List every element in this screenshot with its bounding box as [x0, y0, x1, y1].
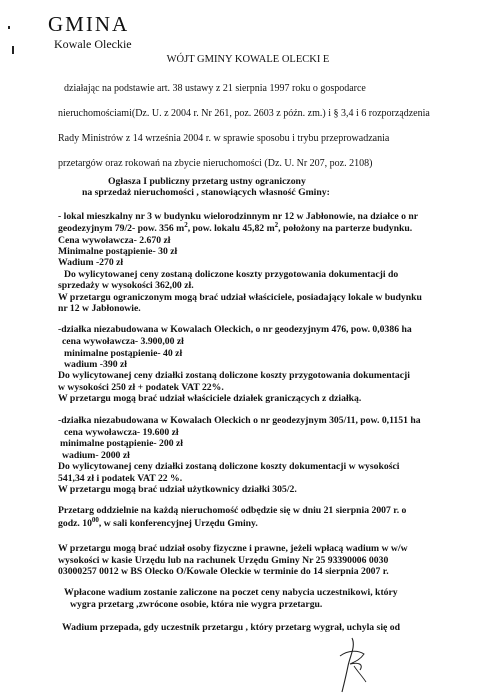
payment-line: 03000257 0012 w BS Olecko O/Kowale Oleckie w terminie do 14 sierpnia 2007 r. — [58, 566, 389, 577]
item2-line: -działka niezabudowana w Kowalach Oleckich, o nr geodezyjnym 476, pow. 0,0386 ha — [58, 324, 412, 335]
header-gmina: GMINA — [48, 12, 130, 36]
item3-line: minimalne postąpienie- 200 zł — [60, 438, 183, 449]
item1-area-line: geodezyjnym 79/2- pow. 356 $m^2$, pow. lokalu 45,82 $m^2$, położony na parterze budynku. — [58, 220, 413, 234]
margin-mark — [8, 26, 10, 29]
item1-line: nr 12 w Jabłonowie. — [58, 303, 141, 314]
item1-line: sprzedaży w wysokości 362,00 zł. — [58, 280, 194, 291]
payment-line: wysokości w kasie Urzędu lub na rachunek Urzędu Gminy Nr 25 93390006 0030 — [58, 555, 389, 566]
item2-line: w wysokości 250 zł + podatek VAT 22%. — [58, 382, 224, 393]
forfeit-line: Wadium przepada, gdy uczestnik przetargu , który przetarg wygrał, uchyla się od — [62, 622, 400, 633]
item1-line: Do wylicytowanej ceny zostaną doliczone koszty przygotowania dokumentacji do — [64, 269, 399, 280]
margin-mark — [12, 46, 14, 54]
announce-line: Ogłasza I publiczny przetarg ustny ograniczony — [108, 176, 306, 187]
date-time-line: godz. $10^{00}$, w sali konferencyjnej Urzędu Gminy. — [58, 515, 258, 529]
date-line: Przetarg oddzielnie na każdą nieruchomość odbędzie się w dniu 21 sierpnia 2007 r. o — [58, 505, 407, 516]
item2-line: Do wylicytowanej ceny działki zostaną doliczone koszty przygotowania dokumentacji — [58, 370, 410, 381]
item3-line: W przetargu mogą brać udział użytkownicy działki 305/2. — [58, 484, 297, 495]
intro-line: przetargów oraz rokowań na zbycie nieruchomości (Dz. U. Nr 207, poz. 2108) — [58, 158, 373, 169]
item2-line: wadium -390 zł — [64, 359, 127, 370]
item1-line: Wadium -270 zł — [58, 257, 124, 268]
item3-line: wadium- 2000 zł — [62, 450, 130, 461]
item3-line: cena wywoławcza- 19.600 zł — [64, 427, 179, 438]
deposit-line: wygra przetarg ,zwrócone osobie, która nie wygra przetargu. — [70, 599, 323, 610]
item3-line: 541,34 zł i podatek VAT 22 %. — [58, 473, 183, 484]
item3-line: -działka niezabudowana w Kowalach Oleckich o nr geodezyjnym 305/11, pow. 0,1151 ha — [58, 415, 421, 426]
item1-line: - lokal mieszkalny nr 3 w budynku wielorodzinnym nr 12 w Jabłonowie, na działce o nr — [58, 211, 419, 222]
item2-line: minimalne postąpienie- 40 zł — [64, 348, 183, 359]
item2-line: W przetargu mogą brać udział właściciele działek graniczących z działką. — [58, 393, 362, 404]
item1-line: Minimalne postąpienie- 30 zł — [58, 246, 178, 257]
intro-line: działając na podstawie art. 38 ustawy z 21 sierpnia 1997 roku o gospodarce — [64, 83, 366, 94]
announce-line: na sprzedaż nieruchomości , stanowiących własność Gminy: — [82, 187, 330, 198]
intro-line: nieruchomościami(Dz. U. z 2004 r. Nr 261, poz. 2603 z późn. zm.) i § 3,4 i 6 rozporządzenia — [58, 108, 430, 119]
intro-line: Rady Ministrów z 14 września 2004 r. w sprawie sposobu i trybu przeprowadzania — [58, 133, 390, 144]
signature-mark — [330, 636, 380, 694]
header-gmina-sub: Kowale Oleckie — [54, 37, 132, 51]
document-title: WÓJT GMINY KOWALE OLECKI E — [166, 54, 330, 65]
payment-line: W przetargu mogą brać udział osoby fizyczne i prawne, jeżeli wpłacą wadium w w/w — [58, 543, 408, 554]
item1-line: W przetargu ograniczonym mogą brać udział właściciele, posiadający lokale w budynku — [58, 292, 422, 303]
item3-line: Do wylicytowanej ceny działki zostaną doliczone koszty dokumentacji w wysokości — [58, 461, 400, 472]
deposit-line: Wpłacone wadium zostanie zaliczone na poczet ceny nabycia uczestnikowi, który — [64, 587, 398, 598]
item1-line: Cena wywoławcza- 2.670 zł — [58, 235, 171, 246]
item2-line: cena wywoławcza- 3.900,00 zł — [62, 336, 184, 347]
